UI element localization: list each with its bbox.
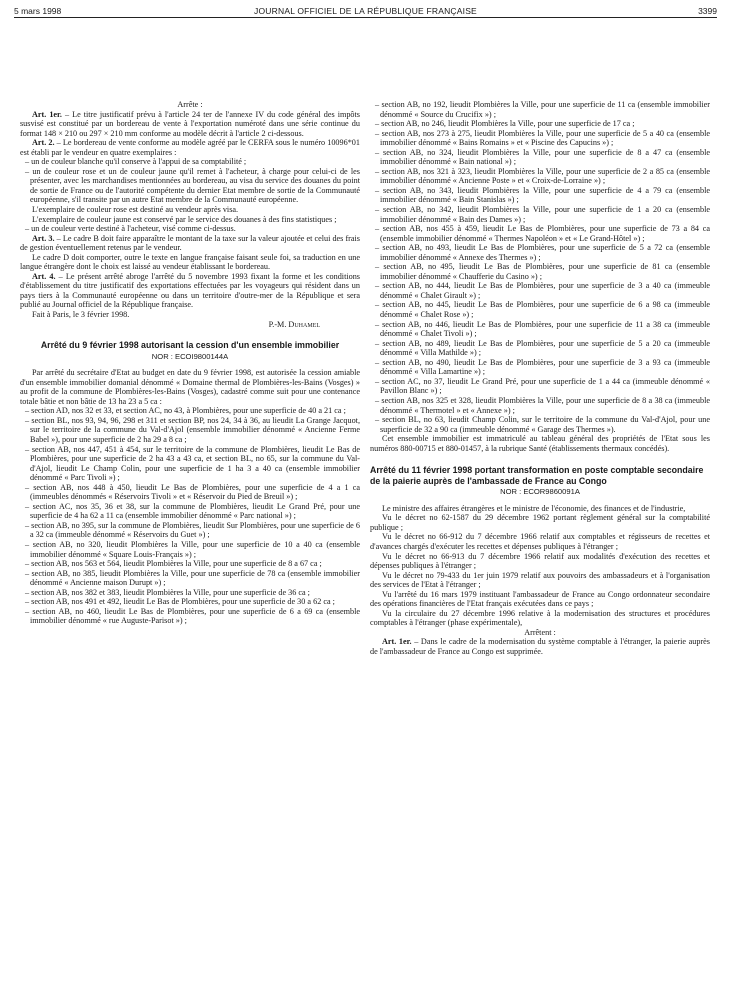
left-column — [20, 100, 360, 626]
decree-2-intro: Par arrêté du secrétaire d'Etat au budget en date du 9 février 1998, est autorisée la cession amiable d'un ensemble immobilier domanial dénommé « Domaine thermal de Plombières-les-Bains (Vosges) » au profit de la commune de Plombières-les-Bains (Vosges), cadastré comme suit pour une contenance totale bâtie et non bâtie de 13 ha 23 a 5 ca : — [20, 368, 360, 406]
header-date: 5 mars 1998 — [14, 6, 62, 16]
article-1-label: Art. 1er. — [32, 109, 62, 119]
page-header — [14, 4, 717, 18]
list-item: – section BL, nos 93, 94, 96, 298 et 311 et section BP, nos 24, 34 à 36, au lieudit La Grange Jacquot, sur le territoire de la commune du Val-d'Ajol (ensemble immobilier dénommé « Ancienne Ferme Babel »), pour une superficie de 2 ha 29 a 8 ca ; — [25, 415, 360, 444]
decree-2-sections-left — [20, 406, 360, 626]
decree-2-nor: NOR : ECOI9800144A — [151, 351, 229, 361]
list-item: – section AB, no 493, lieudit Le Bas de Plombières, pour une superficie de 5 a 72 ca (ensemble immobilier dénommé « Annexe des Thermes ») ; — [375, 243, 710, 262]
list-item: – section AC, nos 35, 36 et 38, sur la commune de Plombières, lieudit Le Grand Pré, pour une superficie de 4 ha 62 a 11 ca (ensemble immobilier dénommé « Parc national ») ; — [25, 501, 360, 521]
list-item: – section AB, no 445, lieudit Le Bas de Plombières, pour une superficie de 6 a 98 ca (immeuble dénommé « Chalet Rose ») ; — [375, 300, 710, 320]
signature: P.-M. Duhamel — [268, 319, 320, 329]
vu-clause: Vu le décret no 62-1587 du 29 décembre 1962 portant règlement général sur la comptabilité publique ; — [370, 513, 710, 532]
list-item: – un de couleur rose et un de couleur jaune qu'il remet à l'acheteur, à charge pour celui-ci de les présenter, avec les marchandises mentionnées au bordereau, au visa du service des douanes du point de sortie de France ou de l'autorité compétente du dernier Etat membre de sortie de la Communauté européenne, s'il transite par un autre Etat membre de la Communauté européenne. — [25, 166, 360, 205]
list-item: – section AB, nos 448 à 450, lieudit Le Bas de Plombières, pour une superficie de 4 a 1 ca (immeubles dénommés « Réservoirs Tivoli » et « Réservoir du Pied de Breuil ») ; — [25, 482, 360, 502]
list-item: – section AB, nos 325 et 328, lieudit Plombières la Ville, pour une superficie de 8 a 38 ca (immeuble dénommé « Thermotel » et « Annexe ») ; — [375, 395, 710, 415]
decree-2-sections-right — [370, 100, 710, 434]
list-item: – section AB, nos 321 à 323, lieudit Plombières la Ville, pour une superficie de 2 a 85 ca (ensemble immobilier dénommé « Ancienne Poste » et « Croix-de-Lorraine ») ; — [375, 166, 710, 186]
article-4-text: – Le présent arrêté abroge l'arrêté du 5 novembre 1993 fixant la forme et les conditions d'établissement du titre justificatif des exportations effectuées par les voyageurs qui résident dans un pays tiers à la Communauté européenne ou dans un territoire d'outre-mer de la République et sera publié au Journal officiel de la République française. — [20, 271, 360, 310]
header-journal-title: JOURNAL OFFICIEL DE LA RÉPUBLIQUE FRANÇAISE — [254, 6, 477, 16]
list-item: – section AB, nos 491 et 492, lieudit Le Bas de Plombières, pour une superficie de 30 a 62 ca ; — [25, 597, 335, 607]
arrete-heading: Arrête : — [177, 100, 203, 109]
article-3-text: – Le cadre B doit faire apparaître le montant de la taxe sur la valeur ajoutée et celui des frais de gestion éventuellement retenus par le vendeur. — [20, 233, 360, 253]
article-2 — [20, 138, 360, 157]
decree-2-title: Arrêté du 9 février 1998 autorisant la cession d'un ensemble immobilier — [40, 340, 340, 351]
immatriculation-note: Cet ensemble immobilier est immatriculé au tableau général des propriétés de l'Etat sous les numéros 880-00715 et 880-01457, à la rubrique Santé (établissements thermaux concédés). — [370, 434, 710, 453]
list-item: – un de couleur blanche qu'il conserve à l'appui de sa comptabilité ; — [25, 157, 247, 167]
article-2-list — [20, 157, 360, 205]
article-3 — [20, 234, 360, 253]
article-3-label: Art. 3. — [32, 233, 55, 243]
list-item: – section AB, no 320, lieudit Plombières la Ville, pour une superficie de 10 a 40 ca (ensemble immobilier dénommé « Square Louis-Français ») ; — [25, 540, 360, 559]
article-4 — [20, 272, 360, 310]
header-rule — [14, 17, 717, 18]
list-item: – section AB, no 342, lieudit Plombières la Ville, pour une superficie de 1 a 20 ca (ensemble immobilier dénommé « Bain des Dames ») ; — [375, 205, 710, 224]
arretent-heading: Arrêtent : — [524, 627, 556, 637]
article-1-text: – Le titre justificatif prévu à l'article 24 ter de l'annexe IV du code général des impôts susvisé est constitué par un bordereau de vente à l'exportation numéroté dans une série continue du format 148 × 210 ou 297 × 210 mm conforme au modèle décrit à l'article 2 ci-dessous. — [20, 109, 360, 138]
list-item: – section AB, nos 447, 451 à 454, sur le territoire de la commune de Plombières, lieudit Le Bas de Plombières, pour une superficie de 2 ha 43 a 43 ca, et section BL, no 65, sur la commune du Val-d'Ajol, lieudit Le Champ Colin, pour une superficie de 1 ha 3 a 40 ca (ensemble immobilier dénommé « Parc Tivoli ») ; — [25, 444, 360, 483]
list-item: – section AD, nos 32 et 33, et section AC, no 43, à Plombières, pour une superficie de 40 a 21 ca ; — [25, 406, 346, 416]
list-item: – section AB, no 490, lieudit Le Bas de Plombières, pour une superficie de 3 a 93 ca (immeuble dénommé « Villa Lamartine ») ; — [375, 357, 710, 377]
list-item: – section AB, no 246, lieudit Plombières la Ville, pour une superficie de 17 ca ; — [375, 119, 635, 129]
decree-3-title: Arrêté du 11 février 1998 portant transformation en poste comptable secondaire de la paierie auprès de l'ambassade de France au Congo — [370, 465, 704, 486]
list-item: – section AB, nos 455 à 459, lieudit Le Bas de Plombières, pour une superficie de 73 a 84 ca (ensemble immobilier dénommé « Thermes Napoléon » et « Le Grand-Hôtel ») ; — [375, 224, 710, 243]
article-2-text: – Le bordereau de vente conforme au modèle agréé par le CERFA sous le numéro 10096*01 est établi par le vendeur en quatre exemplaires : — [20, 138, 360, 157]
article-3-cadre: Le cadre D doit comporter, outre le texte en langue française faisant seule foi, sa traduction en une langue étrangère dont le choix est laissé au vendeur établissant le bordereau. — [20, 252, 360, 272]
right-column — [370, 100, 710, 657]
list-item: – section AB, no 395, sur la commune de Plombières, lieudit Sur Plombières, pour une superficie de 6 a 32 ca (immeuble dénommé « Réservoirs du Guet ») ; — [25, 520, 360, 540]
list-item: – section AB, no 385, lieudit Plombières la Ville, pour une superficie de 78 ca (ensemble immobilier dénommé « Ancienne maison Durupt ») ; — [25, 568, 360, 588]
list-item: – section AB, no 495, lieudit Le Bas de Plombières, pour une superficie de 81 ca (ensemble immobilier dénommé « Chaufferie du Casino ») ; — [375, 262, 710, 281]
list-item: – section AB, nos 382 et 383, lieudit Plombières la Ville, pour une superficie de 36 ca ; — [25, 587, 310, 597]
fait-a-paris: Fait à Paris, le 3 février 1998. — [32, 310, 130, 320]
list-item: – un de couleur verte destiné à l'acheteur, visé comme ci-dessus. — [25, 224, 236, 234]
list-item: – section AB, nos 273 à 275, lieudit Plombières la Ville, pour une superficie de 5 a 40 ca (ensemble immobilier dénommé « Bains Romains » et « Piscine des Capucins ») ; — [375, 128, 710, 148]
list-item: – section AB, no 324, lieudit Plombières la Ville, pour une superficie de 8 a 47 ca (ensemble immobilier dénommé « Bain national ») ; — [375, 147, 710, 167]
header-page-number: 3399 — [698, 6, 717, 16]
vu-clause: Vu le décret no 79-433 du 1er juin 1979 relatif aux pouvoirs des ambassadeurs et à l'organisation des services de l'Etat à l'étranger ; — [370, 570, 710, 590]
article-1 — [20, 110, 360, 139]
list-item: – section AB, no 343, lieudit Plombières la Ville, pour une superficie de 4 a 79 ca (ensemble immobilier dénommé « Bain Stanislas ») ; — [375, 185, 710, 205]
list-item: – section AB, no 489, lieudit Le Bas de Plombières, pour une superficie de 5 a 20 ca (immeuble dénommé « Villa Mathilde ») ; — [375, 338, 710, 358]
list-item: – section AB, nos 563 et 564, lieudit Plombières la Ville, pour une superficie de 8 a 67 ca ; — [25, 559, 322, 569]
list-item: – section AB, no 460, lieudit Le Bas de Plombières, pour une superficie de 6 a 69 ca (ensemble immobilier dénommé « rue Auguste-Parisot ») ; — [25, 606, 360, 626]
vu-clause: Vu le décret no 66-913 du 7 décembre 1966 relatif aux modalités d'exécution des recettes et dépenses publiques à l'étranger ; — [370, 551, 710, 571]
decree-3-nor: NOR : ECOR9860091A — [500, 487, 580, 497]
article-2-list-2 — [20, 224, 360, 234]
list-item: – section AB, no 444, lieudit Le Bas de Plombières, pour une superficie de 3 a 40 ca (immeuble dénommé « Chalet Girault ») ; — [375, 281, 710, 300]
decree-3-article-1 — [370, 637, 710, 656]
decree-3-article-1-label: Art. 1er. — [382, 637, 412, 647]
article-2-rose: L'exemplaire de couleur rose est destiné au vendeur après visa. — [32, 205, 239, 215]
vu-clause: Vu le décret no 66-912 du 7 décembre 1966 relatif aux comptables et régisseurs de recettes et d'avances chargés d'exécuter les recettes et dépenses publiques à l'étranger ; — [370, 532, 710, 551]
article-2-jaune: L'exemplaire de couleur jaune est conservé par le service des douanes à des fins statistiques ; — [32, 214, 337, 224]
list-item: – section AB, no 446, lieudit Le Bas de Plombières, pour une superficie de 11 a 38 ca (immeuble dénommé « Chalet Tivoli ») ; — [375, 319, 710, 339]
vu-clause: Vu l'arrêté du 16 mars 1979 instituant l'ambassadeur de France au Congo ordonnateur secondaire des opérations financières de l'Etat français exécutées dans ce pays ; — [370, 589, 710, 609]
article-2-label: Art. 2. — [32, 138, 55, 148]
decree-3-ministre: Le ministre des affaires étrangères et le ministre de l'économie, des finances et de l'industrie, — [382, 503, 686, 513]
decree-3-article-1-text: – Dans le cadre de la modernisation du système comptable à l'étranger, la paierie auprès de l'ambassadeur de France au Congo est supprimée. — [370, 637, 710, 656]
list-item: – section BL, no 63, lieudit Champ Colin, sur le territoire de la commune du Val-d'Ajol, pour une superficie de 32 a 90 ca (immeuble dénommé « Garage des Thermes »). — [375, 415, 710, 434]
vu-clause: Vu la circulaire du 27 décembre 1996 relative à la modernisation des structures et procédures comptables à l'étranger (phase expérimentale), — [370, 608, 710, 628]
list-item: – section AB, no 192, lieudit Plombières la Ville, pour une superficie de 11 ca (ensemble immobilier dénommé « Source du Crucifix ») ; — [375, 100, 710, 119]
article-4-label: Art. 4. — [32, 271, 56, 281]
list-item: – section AC, no 37, lieudit Le Grand Pré, pour une superficie de 1 a 44 ca (immeuble dénommé « Pavillon Blanc ») ; — [375, 376, 710, 396]
